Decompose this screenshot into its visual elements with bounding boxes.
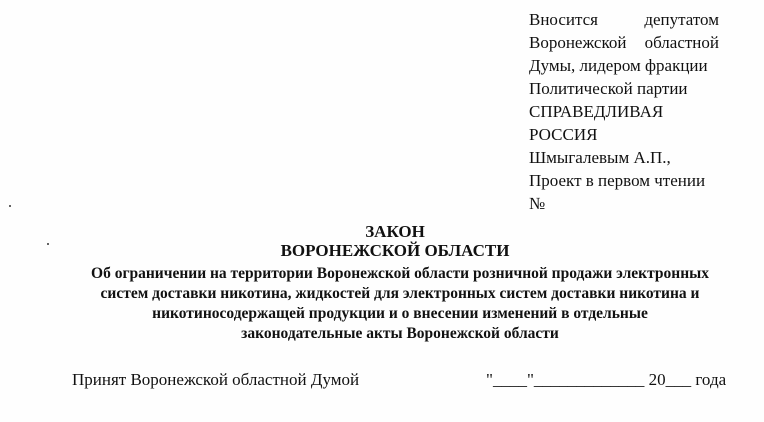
law-title: ЗАКОН [365, 222, 425, 241]
submitter-line-5: СПРАВЕДЛИВАЯ [529, 102, 664, 121]
submitter-line-1 [529, 8, 719, 31]
submitter-line-1-right: депутатом [644, 10, 719, 29]
law-subject-line: Об ограничении на территории Воронежской области розничной продажи электронных [91, 265, 709, 282]
submitter-line-2-right: областной [644, 33, 719, 52]
submitter-line-7: Шмыгалевым А.П., [529, 148, 671, 167]
submitter-line-3: Думы, лидером фракции [529, 56, 708, 75]
submitter-line-4: Политической партии [529, 79, 688, 98]
submitter-line-2 [529, 31, 719, 54]
law-subject-line: систем доставки никотина, жидкостей для электронных систем доставки никотина и [100, 285, 700, 302]
scan-speck [9, 205, 11, 207]
scan-speck [47, 243, 49, 245]
law-subject [60, 264, 740, 344]
submitter-line-6: РОССИЯ [529, 125, 598, 144]
law-subject-line: никотиносодержащей продукции и о внесении изменений в отдельные [152, 305, 648, 322]
law-subject-line: законодательные акты Воронежской области [241, 325, 559, 342]
submitter-line-2-left: Воронежской [529, 33, 627, 52]
submitter-line-8: Проект в первом чтении [529, 171, 706, 190]
submitter-line-9: № [529, 194, 546, 213]
submitter-block [529, 8, 719, 215]
adoption-date: "____"_____________ 20___ года [486, 370, 727, 389]
submitter-line-1-left: Вносится [529, 10, 599, 29]
adopted-by: Принят Воронежской областной Думой [72, 370, 360, 389]
region-title: ВОРОНЕЖСКОЙ ОБЛАСТИ [280, 241, 510, 260]
